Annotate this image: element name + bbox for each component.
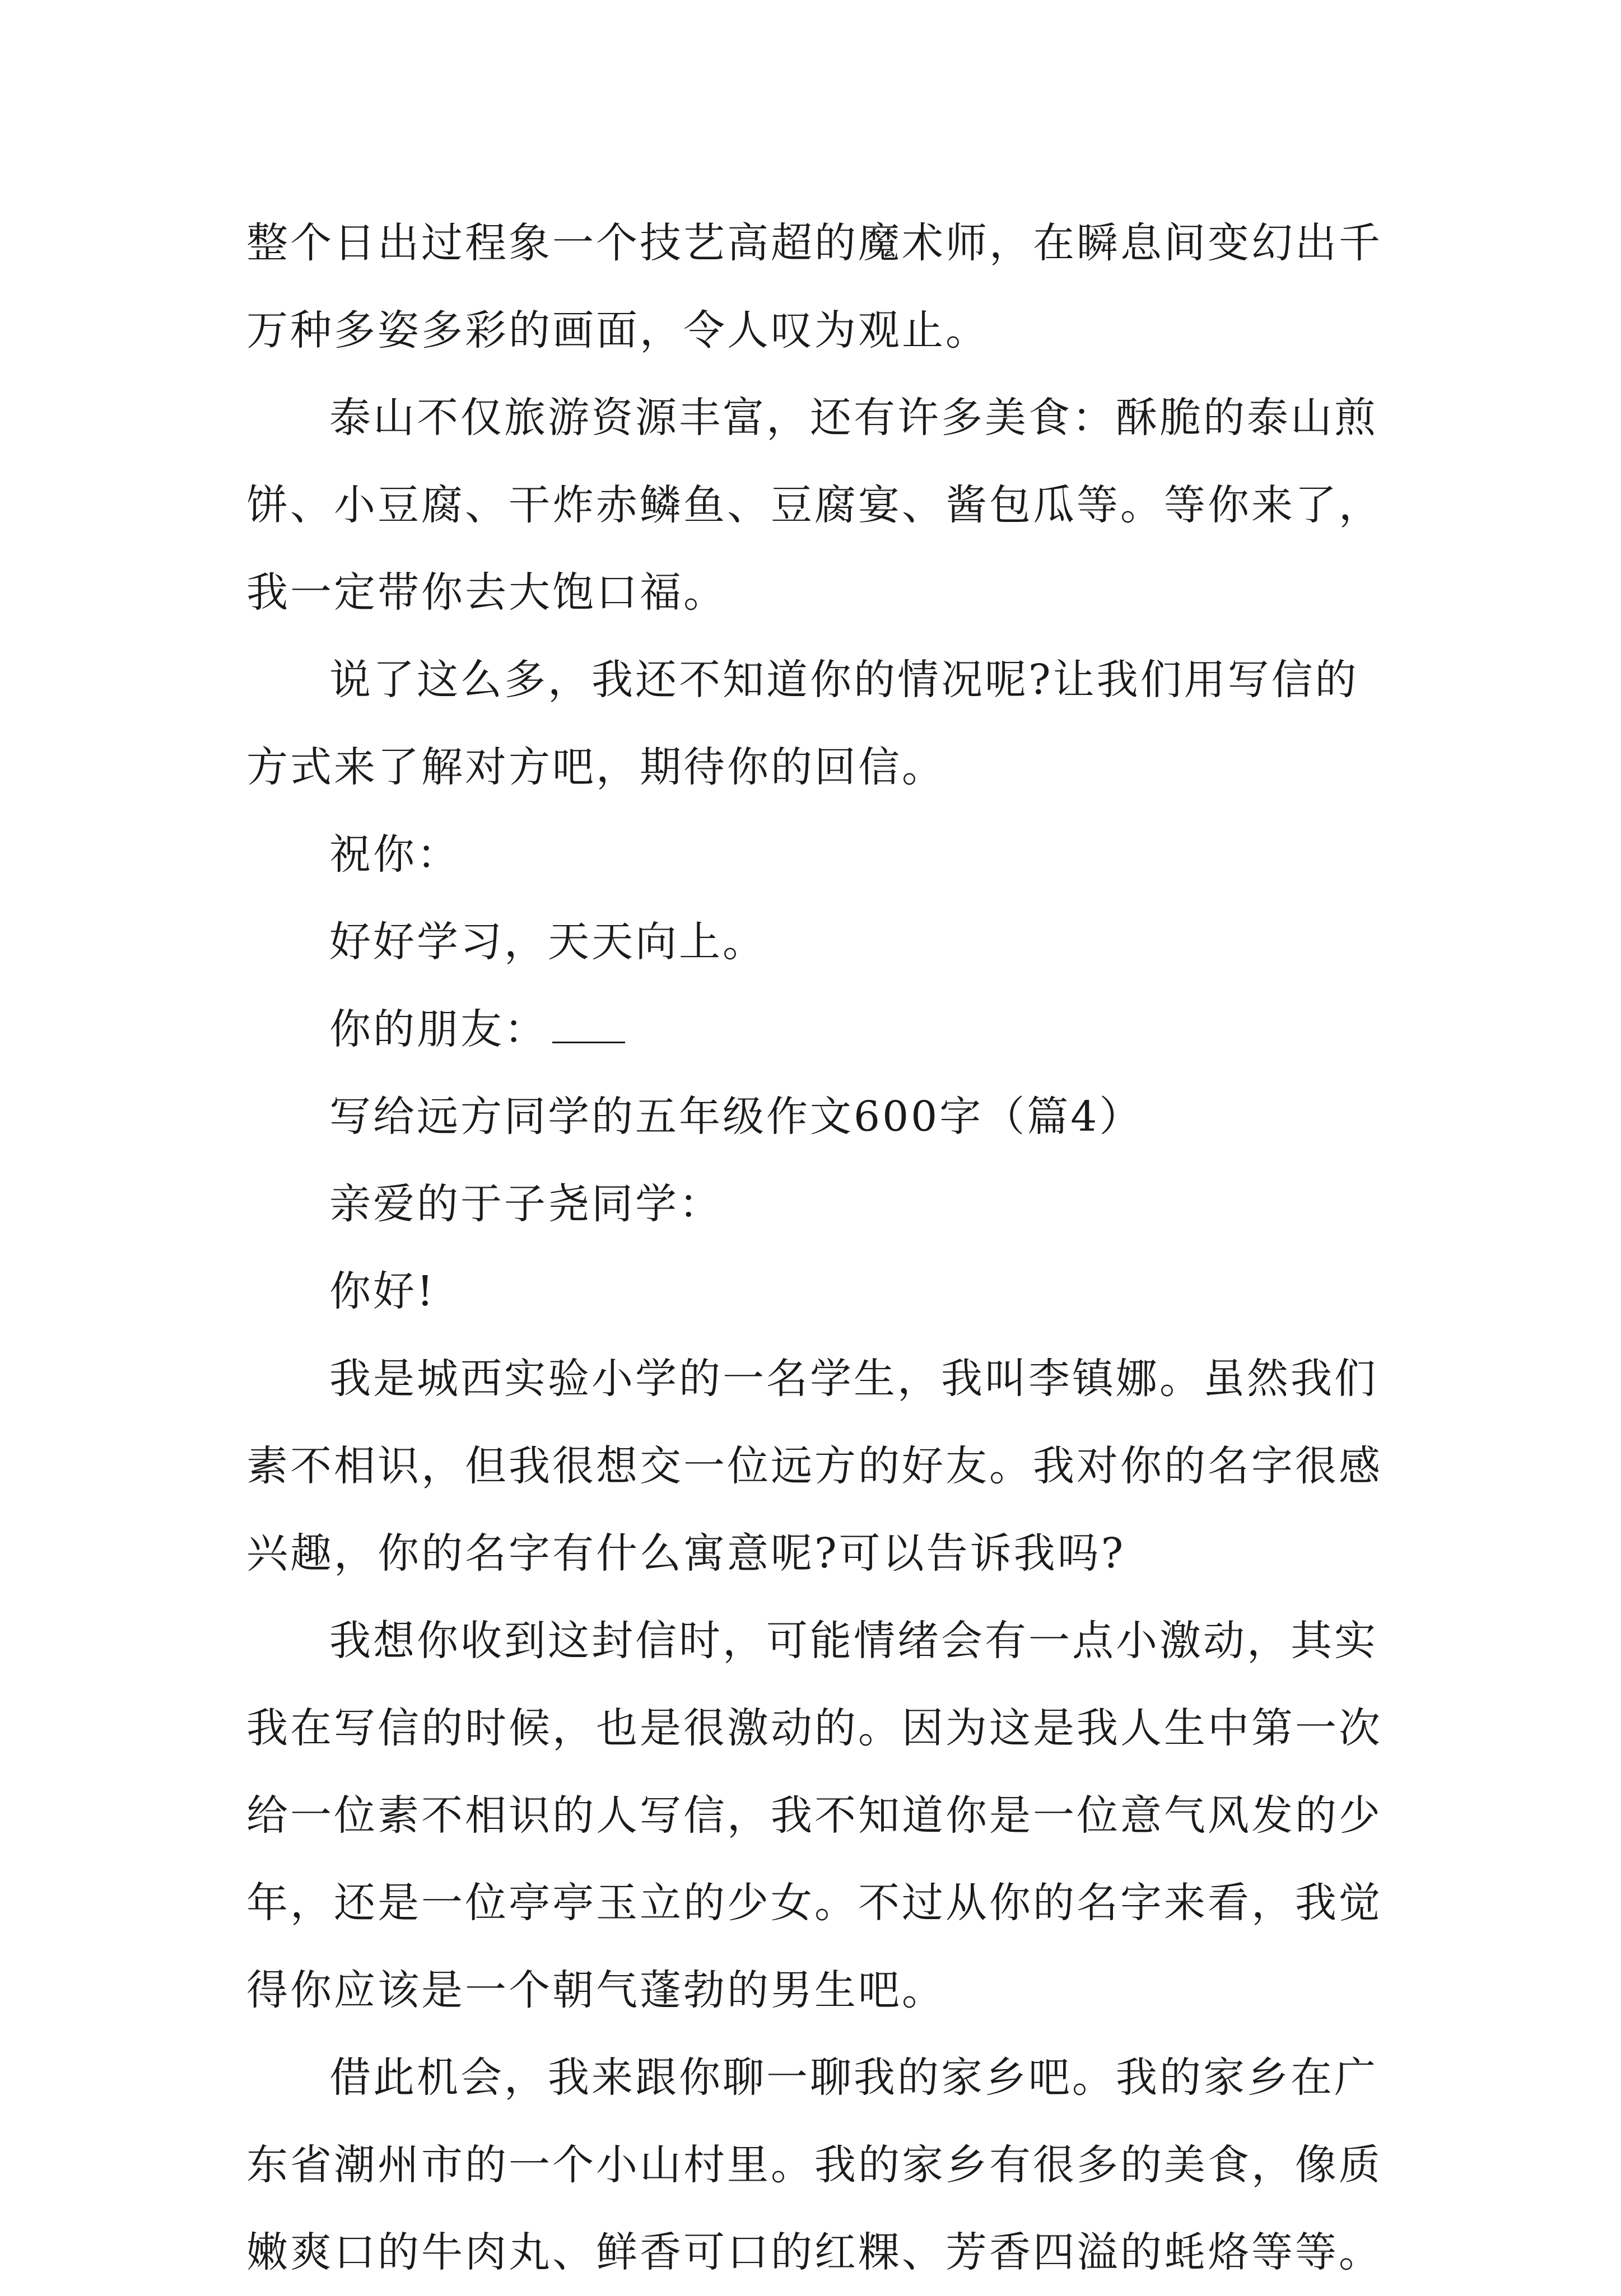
closing-wish: 祝你：	[329, 830, 460, 879]
paragraph-feelings: 我想你收到这封信时，可能情绪会有一点小激动，其实我在写信的时候，也是很激动的。因为这是我人生中第一次给一位素不相识的人写信，我不知道你是一位意气风发的少年，还是一位亭亭玉立的少女。不过从你的名字来看，我觉得你应该是一个朝气蓬勃的男生吧。	[246, 1617, 1382, 2014]
essay-title: 写给远方同学的五年级作文600字（篇4）	[329, 1093, 1143, 1141]
paragraph-hometown: 借此机会，我来跟你聊一聊我的家乡吧。我的家乡在广东省潮州市的一个小山村里。我的家乡有很多的美食，像质嫩爽口的牛肉丸、鲜香可口的红粿、芳香四溢的蚝烙等等。	[246, 2054, 1382, 2276]
signature-blank	[552, 1008, 625, 1043]
signature-label: 你的朋友：	[329, 1005, 548, 1053]
letter-greeting: 你好!	[329, 1267, 436, 1315]
paragraph-sunrise: 整个日出过程象一个技艺高超的魔术师，在瞬息间变幻出千万种多姿多彩的画面，令人叹为观止。	[246, 219, 1382, 354]
closing-blessing: 好好学习，天天向上。	[329, 918, 766, 966]
document-body	[246, 199, 1400, 2296]
paragraph-reply-request: 说了这么多，我还不知道你的情况呢?让我们用写信的方式来了解对方吧，期待你的回信。	[246, 656, 1359, 791]
paragraph-introduction: 我是城西实验小学的一名学生，我叫李镇娜。虽然我们素不相识，但我很想交一位远方的好友。我对你的名字很感兴趣，你的名字有什么寓意呢?可以告诉我吗?	[246, 1355, 1382, 1578]
paragraph-taishan-food: 泰山不仅旅游资源丰富，还有许多美食：酥脆的泰山煎饼、小豆腐、干炸赤鳞鱼、豆腐宴、酱包瓜等。等你来了，我一定带你去大饱口福。	[246, 394, 1382, 617]
letter-salutation: 亲爱的于子尧同学：	[329, 1180, 723, 1228]
signature-line	[246, 986, 1400, 1073]
